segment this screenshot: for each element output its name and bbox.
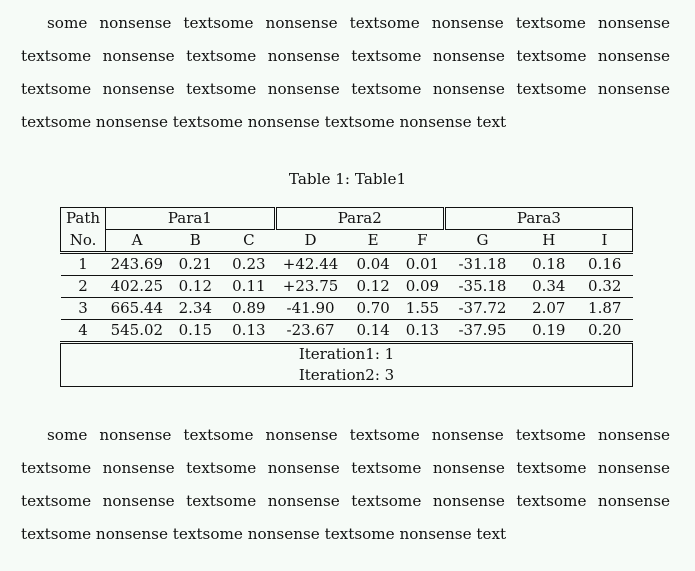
table-footer-row (61, 365, 633, 387)
table-cell: 0.12 (346, 276, 401, 298)
iteration1-note: Iteration1: 1 (61, 343, 633, 366)
table-cell: 0.04 (346, 253, 401, 276)
table-cell: 0.18 (521, 253, 577, 276)
table-cell: 2.34 (168, 298, 223, 320)
column-header: G (444, 230, 520, 253)
table-cell: 0.14 (346, 320, 401, 343)
group-header-para3: Para3 (444, 208, 632, 230)
group-header-para1: Para1 (106, 208, 276, 230)
path-header-bottom: No. (61, 230, 106, 253)
table-cell: 0.12 (168, 276, 223, 298)
column-header: D (275, 230, 346, 253)
table-cell: 0.19 (521, 320, 577, 343)
iteration2-note: Iteration2: 3 (61, 365, 633, 387)
column-header: A (106, 230, 169, 253)
table-row (61, 253, 633, 276)
column-header: F (400, 230, 444, 253)
table-cell: 0.21 (168, 253, 223, 276)
table-cell: 0.16 (577, 253, 633, 276)
table-cell: 0.13 (400, 320, 444, 343)
table-cell: 0.70 (346, 298, 401, 320)
table-cell: 2 (61, 276, 106, 298)
table-cell: 402.25 (106, 276, 169, 298)
table-cell: 0.23 (223, 253, 276, 276)
table-cell: 0.09 (400, 276, 444, 298)
table-cell: 0.34 (521, 276, 577, 298)
column-header: C (223, 230, 276, 253)
table-cell: 243.69 (106, 253, 169, 276)
table-cell: 2.07 (521, 298, 577, 320)
table-cell: 1 (61, 253, 106, 276)
table-cell: 0.32 (577, 276, 633, 298)
table-cell: -31.18 (444, 253, 520, 276)
table-row (61, 320, 633, 343)
paragraph-top: some nonsense textsome nonsense textsome nonsense textsome nonsense textsome nonsense textsome nonsense textsome nonsense textsome nonsense textsome nonsense textsome nonsense textsome nonsense textsome nonsense textsome nonsense textsome nonsense textsome nonsense text (21, 14, 670, 131)
table-cell: 3 (61, 298, 106, 320)
table-cell: -23.67 (275, 320, 346, 343)
group-header-row (61, 208, 633, 230)
paragraph-bottom: some nonsense textsome nonsense textsome nonsense textsome nonsense textsome nonsense textsome nonsense textsome nonsense textsome nonsense textsome nonsense textsome nonsense textsome nonsense textsome nonsense textsome nonsense textsome nonsense textsome nonsense text (21, 426, 670, 543)
group-header-para2: Para2 (275, 208, 444, 230)
data-table (60, 207, 633, 387)
column-header-row (61, 230, 633, 253)
table-cell: 1.55 (400, 298, 444, 320)
table-cell: 0.13 (223, 320, 276, 343)
path-header-top: Path (61, 208, 106, 230)
table-cell: 0.01 (400, 253, 444, 276)
table-cell: -41.90 (275, 298, 346, 320)
table-cell: 0.89 (223, 298, 276, 320)
table-cell: 0.11 (223, 276, 276, 298)
table-cell: 0.20 (577, 320, 633, 343)
table-cell: -35.18 (444, 276, 520, 298)
table-cell: 545.02 (106, 320, 169, 343)
table-cell: 1.87 (577, 298, 633, 320)
table-cell: -37.95 (444, 320, 520, 343)
table-footer-row (61, 343, 633, 366)
column-header: B (168, 230, 223, 253)
table-cell: +23.75 (275, 276, 346, 298)
table-row (61, 276, 633, 298)
column-header: H (521, 230, 577, 253)
table-cell: +42.44 (275, 253, 346, 276)
column-header: I (577, 230, 633, 253)
table-row (61, 298, 633, 320)
table-cell: -37.72 (444, 298, 520, 320)
table-cell: 665.44 (106, 298, 169, 320)
column-header: E (346, 230, 401, 253)
table-cell: 4 (61, 320, 106, 343)
table-caption: Table 1: Table1 (288, 170, 407, 188)
table-cell: 0.15 (168, 320, 223, 343)
